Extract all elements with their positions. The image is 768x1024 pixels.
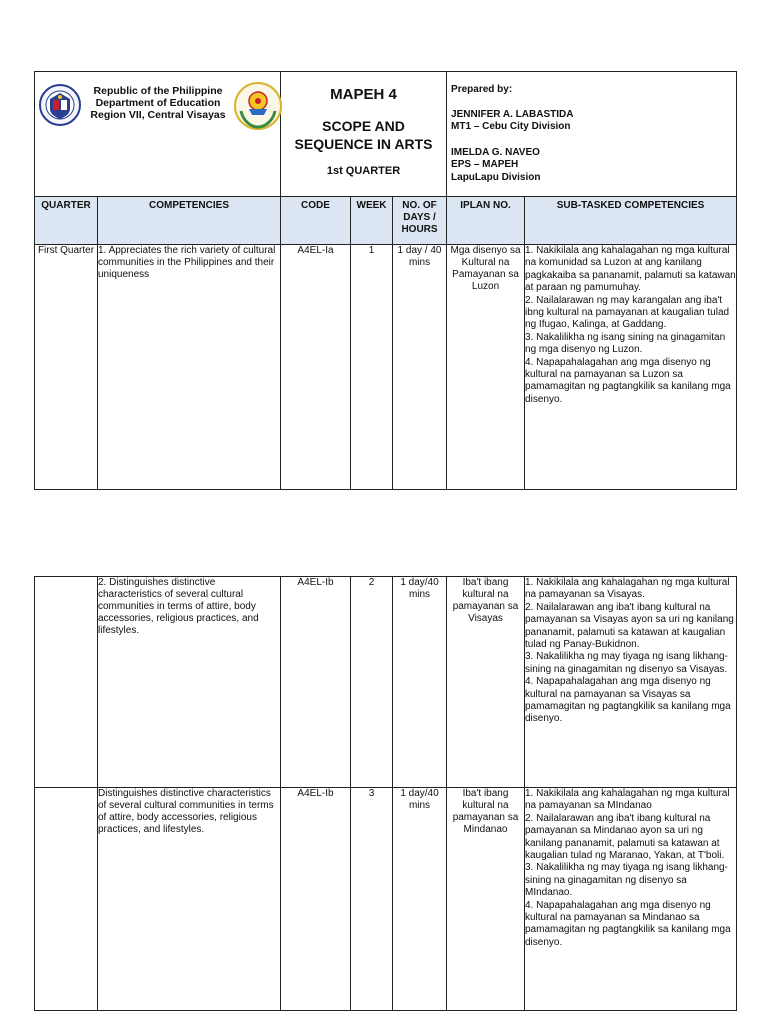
cell-competency: Distinguishes distinctive characteristics of several cultural communities in terms of attire, body accessories, religious practices, and lifestyles. — [98, 788, 281, 1011]
cell-quarter — [35, 788, 98, 1011]
subtask-item: 4. Napapahalagahan ang mga disenyo ng kultural na pamayanan sa Mindanao sa pamamagitan ng pagtangkilik sa kanilang mga disenyo. — [525, 899, 731, 948]
document-subtitle: SCOPE AND SEQUENCE IN ARTS — [294, 118, 433, 152]
cell-competency: 1. Appreciates the rich variety of cultural communities in the Philippines and their uniqueness — [98, 245, 281, 490]
document-title: MAPEH 4 — [330, 86, 397, 103]
cell-quarter: First Quarter — [35, 245, 98, 490]
subtask-item: 3. Nakalilikha ng may tiyaga ng isang likhang-sining na ginagamitan ng disenyo sa MIndanao. — [525, 862, 728, 899]
header-title-cell — [281, 72, 447, 197]
org-line-region: Region VII, Central Visayas — [90, 109, 226, 121]
cell-days: 1 day / 40 mins — [393, 245, 447, 490]
column-header-code: CODE — [281, 197, 351, 245]
prepared-by-cell — [447, 72, 737, 197]
cell-subtasks — [525, 788, 737, 1011]
quarter-title: 1st QUARTER — [326, 165, 401, 177]
preparer2-name: IMELDA G. NAVEO — [451, 146, 540, 158]
cell-code: A4EL-Ib — [281, 788, 351, 1011]
scope-sequence-table-page2 — [34, 576, 737, 1011]
cell-competency: 2. Distinguishes distinctive characteristics of several cultural communities in terms of attire, body accessories, religious practices, and lifestyles. — [98, 577, 281, 788]
subtask-item: 2. Nailalarawan ang iba't ibang kultural na pamayanan sa Mindanao ayon sa uri ng kanilang pananamit, palamuti sa katawan at kaugalian tulad ng Maranao, Yakan, at T'boli. — [525, 812, 725, 862]
cell-week: 3 — [351, 788, 393, 1011]
organization-block — [83, 85, 233, 121]
column-header-quarter: QUARTER — [35, 197, 98, 245]
org-line-republic: Republic of the Philippine — [93, 85, 223, 97]
preparer2-role: EPS – MAPEH — [451, 159, 519, 170]
column-header-row — [35, 197, 737, 245]
column-header-iplan: IPLAN NO. — [447, 197, 525, 245]
subtask-item: 3. Nakalilikha ng isang sining na ginagamitan ng mga disenyo ng Luzon. — [525, 331, 726, 356]
table-row — [35, 577, 737, 788]
cell-iplan: Iba't ibang kultural na pamayanan sa Visayas — [447, 577, 525, 788]
cell-subtasks — [525, 577, 737, 788]
deped-seal-logo — [39, 84, 81, 126]
cell-code: A4EL-Ia — [281, 245, 351, 490]
column-header-days: NO. OF DAYS / HOURS — [393, 197, 447, 245]
subtask-item: 2. Nailalarawan ng may karangalan ang iba't ibng kultural na pamayanan at kaugalian tulad ng Ifugao, Kalinga, at Gaddang. — [525, 294, 730, 331]
subtask-item: 4. Napapahalagahan ang mga disenyo ng kultural na pamayanan sa Luzon sa pamamagitan ng pagtangkilik sa kanilang mga disenyo. — [525, 356, 731, 405]
cell-week: 1 — [351, 245, 393, 490]
preparer1-role: MT1 – Cebu City Division — [451, 121, 571, 132]
cell-quarter — [35, 577, 98, 788]
region-vii-seal-logo — [233, 81, 283, 131]
header-organization-cell — [35, 72, 281, 197]
subtask-item: 1. Nakikilala ang kahalagahan ng mga kultural na pamayanan sa MIndanao — [525, 788, 730, 812]
table-row — [35, 788, 737, 1011]
cell-iplan: Iba't ibang kultural na pamayanan sa Mindanao — [447, 788, 525, 1011]
cell-days: 1 day/40 mins — [393, 577, 447, 788]
cell-week: 2 — [351, 577, 393, 788]
prepared-by-label: Prepared by: — [451, 84, 513, 95]
org-line-deped: Department of Education — [95, 97, 221, 109]
subtask-item: 3. Nakalilikha ng may tiyaga ng isang likhang-sining na ginagamitan ng disenyo sa Visayas. — [525, 651, 728, 675]
table-row — [35, 245, 737, 490]
preparer2-division: LapuLapu Division — [451, 171, 541, 183]
cell-code: A4EL-Ib — [281, 577, 351, 788]
cell-subtasks — [525, 245, 737, 490]
column-header-subtasks: SUB-TASKED COMPETENCIES — [525, 197, 737, 245]
cell-days: 1 day/40 mins — [393, 788, 447, 1011]
subtask-item: 4. Napapahalagahan ang mga disenyo ng kultural na pamayanan sa Visayas sa pamamagitan ng pagtangkilik sa kanilang mga disenyo. — [525, 676, 731, 725]
subtask-item: 1. Nakikilala ang kahalagahan ng mga kultural na pamayanan sa Visayas. — [525, 577, 730, 601]
column-header-competencies: COMPETENCIES — [98, 197, 281, 245]
column-header-week: WEEK — [351, 197, 393, 245]
preparer1-name: JENNIFER A. LABASTIDA — [451, 108, 574, 120]
scope-sequence-table-page1 — [34, 71, 737, 490]
subtask-item: 1. Nakikilala ang kahalagahan ng mga kultural na komunidad sa Luzon at ang kanilang pagkakaiba sa pananamit, palamuti sa katawan at paraan ng pamumuhay. — [525, 245, 736, 294]
document-header-row — [35, 72, 737, 197]
subtask-item: 2. Nailalarawan ang iba't ibang kultural na pamayanan sa Visayas ayon sa uri ng kanilang pananamit, palamuti sa katawan at kaugalian tulad ng Panay-Bukidnon. — [525, 601, 734, 651]
cell-iplan: Mga disenyo sa Kultural na Pamayanan sa Luzon — [447, 245, 525, 490]
